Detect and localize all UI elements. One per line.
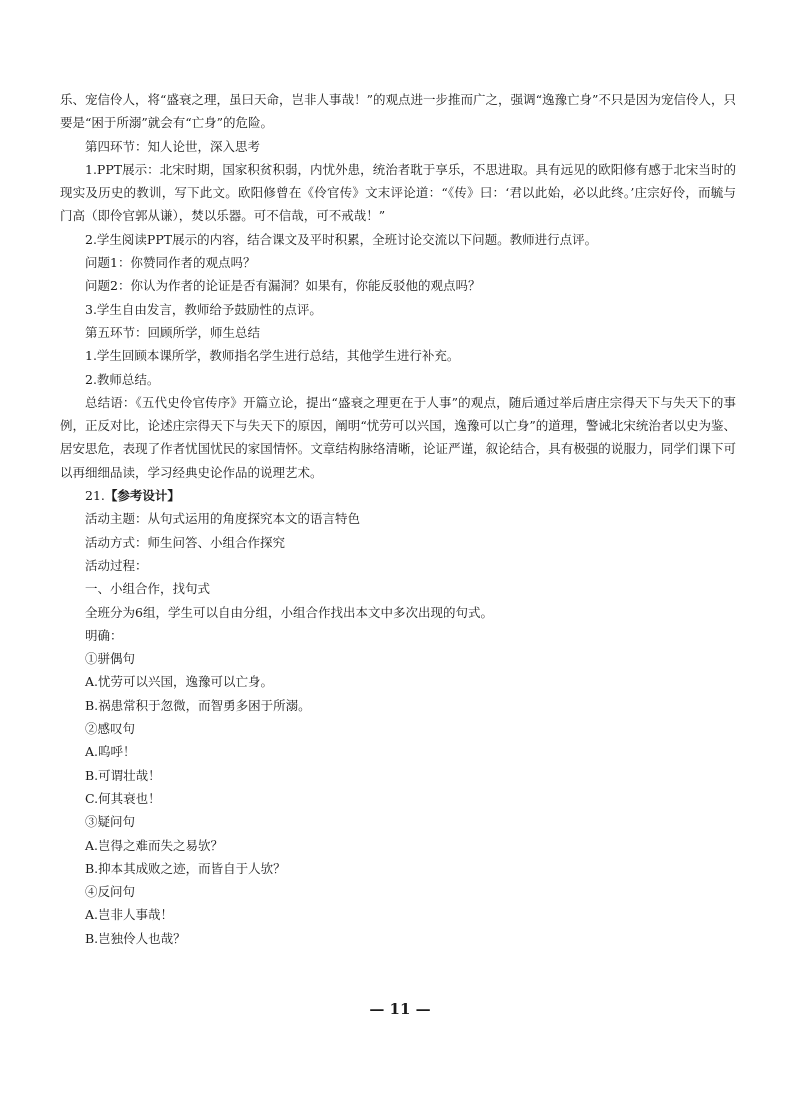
paragraph-ppt-display: 1.PPT展示：北宋时期，国家积贫积弱，内忧外患，统治者耽于享乐，不思进取。具有远见的欧阳修有感于北宋当时的现实及历史的教训，写下此文。欧阳修曾在《伶官传》文末评论道：“《传》曰：‘君以此始，必以此终。’庄宗好伶，而毓与门高（即伶官郭从谦），焚以乐器。可不信哉，可不戒哉！” bbox=[60, 161, 736, 224]
section-heading-step5: 第五环节：回顾所学，师生总结 bbox=[85, 324, 261, 340]
activity-line: ②感叹句 bbox=[85, 721, 136, 737]
activity-line: A.忧劳可以兴国，逸豫可以亡身。 bbox=[85, 674, 274, 690]
paragraph-free-speech: 3.学生自由发言，教师给予鼓励性的点评。 bbox=[85, 301, 322, 317]
section-21-heading bbox=[60, 484, 736, 507]
activity-line: C.何其衰也！ bbox=[85, 790, 161, 806]
activity-line: B.祸患常积于忽微，而智勇多困于所溺。 bbox=[85, 697, 311, 713]
activity-line: 一、小组合作，找句式 bbox=[85, 581, 211, 597]
activity-line: 全班分为6组，学生可以自由分组，小组合作找出本文中多次出现的句式。 bbox=[85, 604, 493, 620]
activity-line: 活动过程： bbox=[85, 557, 148, 573]
activity-line: ③疑问句 bbox=[85, 814, 136, 830]
question-2: 问题2：你认为作者的论证是否有漏洞？如果有，你能反驳他的观点吗？ bbox=[85, 278, 481, 294]
activity-line: A.岂非人事哉！ bbox=[85, 907, 174, 923]
activity-line: 明确： bbox=[85, 627, 123, 643]
section-number: 21. bbox=[85, 488, 105, 504]
paragraph-review: 1.学生回顾本课所学，教师指名学生进行总结，其他学生进行补充。 bbox=[85, 348, 460, 364]
activity-line: A.岂得之难而失之易欤？ bbox=[85, 837, 224, 853]
paragraph-summary-statement: 总结语：《五代史伶官传序》开篇立论，提出“盛衰之理更在于人事”的观点，随后通过举后唐庄宗得天下与失天下的事例，正反对比，论述庄宗得天下与失天下的原因，阐明“忧劳可以兴国，逸豫可以亡身”的道理，警诫北宋统治者以史为鉴、居安思危，表现了作者忧国忧民的家国情怀。文章结构脉络清晰，论证严谨，叙论结合，具有极强的说服力，同学们课下可以再细细品读，学习经典史论作品的说理艺术。 bbox=[60, 394, 736, 480]
activity-line: B.岂独伶人也哉？ bbox=[85, 930, 186, 946]
paragraph-teacher-summary: 2.教师总结。 bbox=[85, 371, 160, 387]
activity-line: B.可谓壮哉！ bbox=[85, 767, 161, 783]
page-number: — 11 — bbox=[369, 1000, 431, 1018]
paragraph-student-reading: 2.学生阅读PPT展示的内容，结合课文及平时积累，全班讨论交流以下问题。教师进行点评。 bbox=[85, 231, 598, 247]
activity-line: 活动主题：从句式运用的角度探究本文的语言特色 bbox=[85, 511, 361, 527]
activity-line: A.呜呼！ bbox=[85, 744, 136, 760]
document-body bbox=[60, 88, 736, 950]
section-heading-step4: 第四环节：知人论世，深入思考 bbox=[85, 138, 261, 154]
section-title: 【参考设计】 bbox=[104, 488, 180, 504]
activity-line: ④反问句 bbox=[85, 884, 136, 900]
paragraph-continuation: 乐、宠信伶人，将“盛衰之理，虽曰天命，岂非人事哉！”的观点进一步推而广之，强调“逸豫亡身”不只是因为宠信伶人，只要是“困于所溺”就会有“亡身”的危险。 bbox=[60, 92, 736, 131]
activity-line: ①骈偶句 bbox=[85, 651, 136, 667]
activity-line: B.抑本其成败之迹，而皆自于人欤？ bbox=[85, 860, 286, 876]
question-1: 问题1：你赞同作者的观点吗？ bbox=[85, 255, 256, 271]
activity-line: 活动方式：师生问答、小组合作探究 bbox=[85, 534, 286, 550]
